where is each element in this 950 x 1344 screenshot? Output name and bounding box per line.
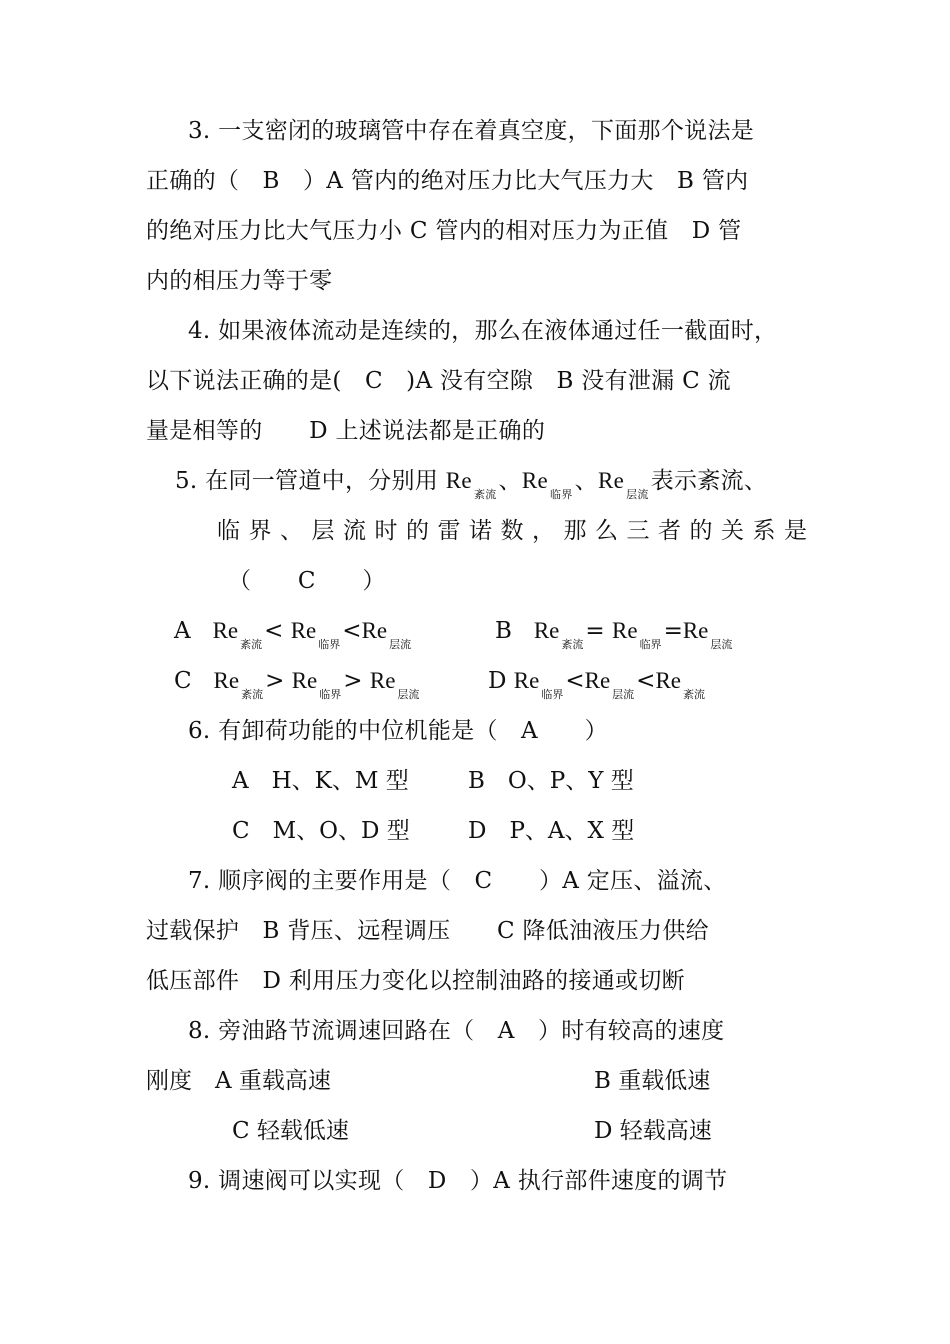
- operator: <: [342, 618, 362, 644]
- option-label: C: [174, 668, 192, 694]
- re-symbol: Re: [682, 618, 709, 643]
- q5-option-a: [174, 616, 413, 650]
- re-subscript-turbulent: 紊流: [561, 638, 584, 651]
- q5-line-2: [217, 516, 807, 546]
- q8-line-1: 8. 旁油路节流调速回路在（ A ）时有较高的速度: [188, 1018, 725, 1044]
- operator: >: [265, 668, 292, 694]
- option-label: B: [495, 618, 512, 644]
- re-subscript-critical: 临界: [541, 688, 564, 701]
- re-subscript-critical: 临界: [319, 688, 342, 701]
- re-symbol: Re: [290, 618, 317, 643]
- re-subscript-turbulent: 紊流: [240, 638, 263, 651]
- re-symbol: Re: [533, 618, 560, 643]
- q3-line-2: 正确的（ B ）A 管内的绝对压力比大气压力大 B 管内: [146, 168, 749, 194]
- q8-option-b: B 重载低速: [594, 1068, 711, 1094]
- q8-line-2-left: 刚度 A 重载高速: [146, 1068, 331, 1094]
- re-subscript-critical: 临界: [318, 638, 341, 651]
- q5-char: 时: [374, 518, 398, 544]
- re-symbol: Re: [445, 468, 472, 493]
- re-symbol: Re: [612, 618, 638, 643]
- re-subscript-laminar: 层流: [397, 688, 420, 701]
- q4-line-1: 4. 如果液体流动是连续的，那么在液体通过任一截面时，: [188, 318, 778, 344]
- operator: >: [343, 668, 370, 694]
- re-symbol: Re: [369, 668, 396, 693]
- q5-char: 诺: [469, 518, 492, 544]
- q4-line-2: 以下说法正确的是( C )A 没有空隙 B 没有泄漏 C 流: [146, 368, 731, 394]
- q9-line-1: 9. 调速阀可以实现（ D ）A 执行部件速度的调节: [188, 1168, 728, 1194]
- re-symbol: Re: [213, 668, 240, 693]
- q5-char: 界: [248, 518, 272, 544]
- re-symbol: Re: [597, 468, 625, 493]
- q5-char: 雷: [437, 518, 461, 544]
- re-symbol: Re: [291, 668, 318, 693]
- q8-option-d: D 轻载高速: [594, 1118, 712, 1144]
- operator: <: [636, 668, 656, 694]
- re-subscript-laminar: 层流: [612, 688, 635, 701]
- re-subscript-turbulent: 紊流: [683, 688, 706, 701]
- q5-char: 关: [721, 518, 744, 544]
- q5-line-1: [175, 466, 767, 500]
- q5-char: 的: [689, 518, 713, 544]
- q5-char: 么: [595, 518, 618, 544]
- q5-line-3: （ C ）: [228, 568, 386, 594]
- re-symbol: Re: [513, 668, 540, 693]
- q5-char: 层: [311, 518, 335, 544]
- re-symbol: Re: [584, 668, 611, 693]
- q6-option-a: A H、K、M 型: [232, 768, 409, 794]
- q6-option-b: B O、P、Y 型: [468, 768, 634, 794]
- q7-line-1: 7. 顺序阀的主要作用是（ C ）A 定压、溢流、: [188, 868, 727, 894]
- q4-line-3: 量是相等的 D 上述说法都是正确的: [146, 418, 546, 444]
- q5-char: 系: [752, 518, 776, 544]
- q5-option-d: [488, 666, 707, 700]
- operator: =: [585, 618, 612, 644]
- operator: =: [663, 618, 683, 644]
- q5-char: 数: [500, 518, 524, 544]
- q5-char: 者: [658, 518, 681, 544]
- q5-char: 三: [626, 518, 650, 544]
- re-subscript-turbulent: 紊流: [473, 488, 497, 501]
- operator: <: [565, 668, 585, 694]
- operator: <: [264, 618, 291, 644]
- separator: 、: [574, 468, 598, 494]
- re-subscript-laminar: 层流: [389, 638, 412, 651]
- re-symbol: Re: [521, 468, 549, 493]
- option-label: A: [174, 618, 191, 644]
- re-subscript-laminar: 层流: [710, 638, 733, 651]
- re-symbol: Re: [655, 668, 682, 693]
- q5-char: 的: [406, 518, 429, 544]
- q3-line-3: 的绝对压力比大气压力小 C 管内的相对压力为正值 D 管: [146, 218, 742, 244]
- re-symbol: Re: [212, 618, 239, 643]
- q3-line-4: 内的相压力等于零: [146, 268, 333, 294]
- option-label: D: [488, 668, 507, 694]
- q5-char: 那: [563, 518, 587, 544]
- q8-option-c: C 轻载低速: [232, 1118, 349, 1144]
- q5-char: 是: [784, 518, 807, 544]
- q5-prefix: 5. 在同一管道中，分别用: [175, 468, 446, 494]
- q3-line-1: 3. 一支密闭的玻璃管中存在着真空度，下面那个说法是: [188, 118, 755, 144]
- q7-line-3: 低压部件 D 利用压力变化以控制油路的接通或切断: [146, 968, 685, 994]
- q5-option-c: [174, 666, 421, 700]
- q7-line-2: 过载保护 B 背压、远程调压 C 降低油液压力供给: [146, 918, 709, 944]
- q5-option-b: [495, 616, 734, 650]
- re-symbol: Re: [361, 618, 388, 643]
- re-subscript-critical: 临界: [550, 488, 573, 501]
- q5-char: ，: [532, 518, 555, 544]
- q5-suffix: 表示紊流、: [650, 468, 768, 494]
- separator: 、: [498, 468, 522, 494]
- q5-char: 临: [217, 518, 240, 544]
- re-subscript-critical: 临界: [639, 638, 662, 651]
- re-subscript-laminar: 层流: [626, 488, 649, 501]
- q5-char: 流: [343, 518, 366, 544]
- q6-option-c: C M、O、D 型: [232, 818, 410, 844]
- q6-option-d: D P、A、X 型: [468, 818, 635, 844]
- q5-char: 、: [280, 518, 303, 544]
- re-subscript-turbulent: 紊流: [241, 688, 264, 701]
- q6-line-1: 6. 有卸荷功能的中位机能是（ A ）: [188, 718, 608, 744]
